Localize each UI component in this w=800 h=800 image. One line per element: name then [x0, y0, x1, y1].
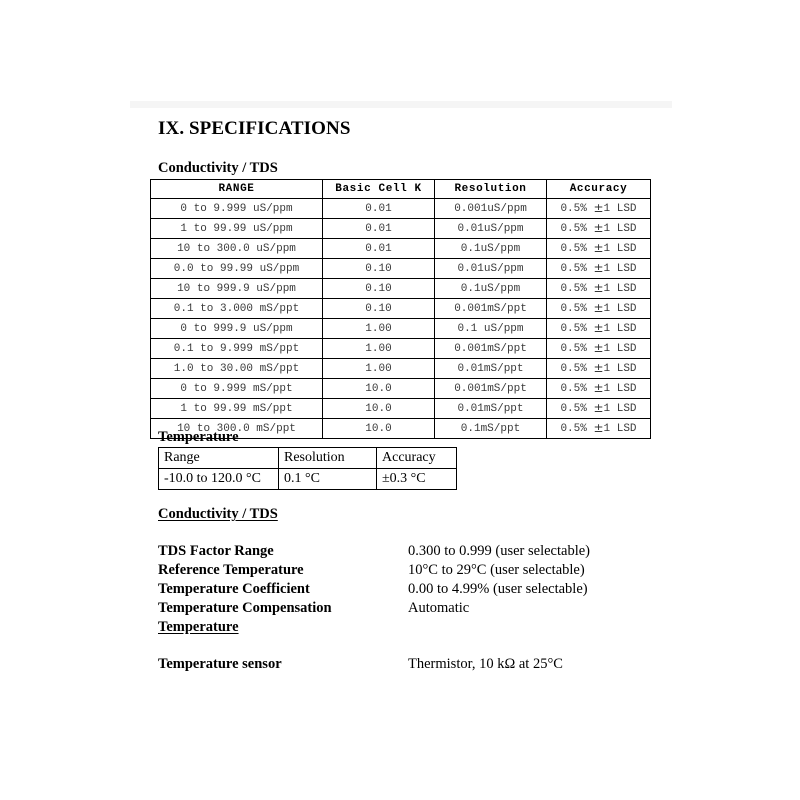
spec-row: [158, 598, 638, 617]
temperature-specs-heading-row: [158, 617, 638, 636]
cell-range: 1.0 to 30.00 mS/ppt: [151, 359, 323, 379]
column-header-accuracy: Accuracy: [547, 180, 651, 199]
plus-minus-icon: ±: [593, 361, 604, 375]
plus-minus-icon: ±: [593, 261, 604, 275]
plus-minus-icon: ±: [593, 401, 604, 415]
accuracy-lsd: 1 LSD: [603, 243, 637, 255]
cell-range: 1 to 99.99 mS/ppt: [151, 399, 323, 419]
table-row: [151, 319, 651, 339]
cell-basic-cell-k: 0.10: [323, 299, 435, 319]
spec-label: TDS Factor Range: [158, 543, 274, 559]
accuracy-percent: 0.5%: [560, 303, 594, 315]
conductivity-tds-specs-heading: Conductivity / TDS: [158, 506, 278, 522]
plus-minus-icon: ±: [593, 321, 604, 335]
cell-accuracy: [547, 259, 651, 279]
header-rule-band: [130, 101, 672, 108]
accuracy-percent: 0.5%: [560, 363, 594, 375]
accuracy-percent: 0.5%: [560, 323, 594, 335]
cell-basic-cell-k: 0.01: [323, 199, 435, 219]
cell-accuracy: [547, 319, 651, 339]
cell-accuracy: [547, 419, 651, 439]
table-row: [151, 339, 651, 359]
temperature-table: [158, 447, 457, 490]
cell-range: 0.1 to 9.999 mS/ppt: [151, 339, 323, 359]
cell-resolution: 0.01mS/ppt: [435, 359, 547, 379]
cell-resolution: 0.1 °C: [279, 469, 377, 490]
cell-resolution: 0.001uS/ppm: [435, 199, 547, 219]
column-header-range: RANGE: [151, 180, 323, 199]
column-header-basic-cell-k: Basic Cell K: [323, 180, 435, 199]
cell-basic-cell-k: 1.00: [323, 359, 435, 379]
plus-minus-icon: ±: [593, 241, 604, 255]
cell-range: 0 to 999.9 uS/ppm: [151, 319, 323, 339]
accuracy-percent: 0.5%: [560, 403, 594, 415]
plus-minus-icon: ±: [593, 421, 604, 435]
cell-resolution: 0.01mS/ppt: [435, 399, 547, 419]
range-table-body: [151, 199, 651, 439]
cell-basic-cell-k: 0.01: [323, 239, 435, 259]
cell-range: 0.1 to 3.000 mS/ppt: [151, 299, 323, 319]
accuracy-lsd: 1 LSD: [603, 263, 637, 275]
cell-accuracy: [547, 239, 651, 259]
column-header-resolution: Resolution: [279, 448, 377, 469]
accuracy-percent: 0.5%: [560, 263, 594, 275]
cell-basic-cell-k: 10.0: [323, 399, 435, 419]
plus-minus-icon: ±: [593, 301, 604, 315]
spec-value: 0.00 to 4.99% (user selectable): [408, 581, 588, 597]
cell-range: 10 to 300.0 mS/ppt: [151, 419, 323, 439]
accuracy-lsd: 1 LSD: [603, 203, 637, 215]
cell-resolution: 0.1uS/ppm: [435, 279, 547, 299]
spec-row: [158, 560, 638, 579]
temperature-table-heading: Temperature: [158, 429, 239, 445]
accuracy-percent: 0.5%: [560, 423, 594, 435]
table-row: [151, 259, 651, 279]
table-header-row: [159, 448, 457, 469]
accuracy-percent: 0.5%: [560, 283, 594, 295]
cell-range: 10 to 999.9 uS/ppm: [151, 279, 323, 299]
table-row: [151, 239, 651, 259]
cell-basic-cell-k: 0.10: [323, 279, 435, 299]
cell-resolution: 0.01uS/ppm: [435, 259, 547, 279]
spec-value: 0.300 to 0.999 (user selectable): [408, 543, 591, 559]
accuracy-lsd: 1 LSD: [603, 323, 637, 335]
cell-range: 1 to 99.99 uS/ppm: [151, 219, 323, 239]
cell-accuracy: [547, 199, 651, 219]
cell-accuracy: [547, 219, 651, 239]
column-header-resolution: Resolution: [435, 180, 547, 199]
cell-resolution: 0.1 uS/ppm: [435, 319, 547, 339]
table-row: [151, 299, 651, 319]
cell-range: 0 to 9.999 uS/ppm: [151, 199, 323, 219]
cell-basic-cell-k: 1.00: [323, 339, 435, 359]
cell-accuracy: [547, 299, 651, 319]
cell-resolution: 0.1uS/ppm: [435, 239, 547, 259]
cell-resolution: 0.1mS/ppt: [435, 419, 547, 439]
temperature-sensor-spec-row: [158, 655, 563, 673]
cell-accuracy: [547, 399, 651, 419]
plus-minus-icon: ±: [593, 381, 604, 395]
table-row: [159, 469, 457, 490]
conductivity-tds-table-heading: Conductivity / TDS: [158, 160, 278, 176]
spec-label: Reference Temperature: [158, 562, 304, 578]
cell-range: 0 to 9.999 mS/ppt: [151, 379, 323, 399]
table-row: [151, 219, 651, 239]
table-row: [151, 399, 651, 419]
cell-range: 10 to 300.0 uS/ppm: [151, 239, 323, 259]
table-row: [151, 199, 651, 219]
spec-row: [158, 541, 638, 560]
accuracy-percent: 0.5%: [560, 343, 594, 355]
cell-accuracy: [547, 339, 651, 359]
plus-minus-icon: ±: [593, 281, 604, 295]
cell-resolution: 0.01uS/ppm: [435, 219, 547, 239]
cell-basic-cell-k: 0.01: [323, 219, 435, 239]
accuracy-lsd: 1 LSD: [603, 403, 637, 415]
accuracy-lsd: 1 LSD: [603, 283, 637, 295]
spec-label: Temperature Coefficient: [158, 581, 310, 597]
table-header-row: [151, 180, 651, 199]
spec-value: Automatic: [408, 600, 470, 616]
spec-label: Temperature Compensation: [158, 600, 332, 616]
cell-range: 0.0 to 99.99 uS/ppm: [151, 259, 323, 279]
plus-minus-icon: ±: [593, 341, 604, 355]
cell-basic-cell-k: 10.0: [323, 379, 435, 399]
spec-value: Thermistor, 10 kΩ at 25°C: [408, 656, 563, 672]
accuracy-percent: 0.5%: [560, 243, 594, 255]
accuracy-lsd: 1 LSD: [603, 343, 637, 355]
accuracy-percent: 0.5%: [560, 383, 594, 395]
cell-resolution: 0.001mS/ppt: [435, 379, 547, 399]
cell-accuracy: [547, 279, 651, 299]
plus-minus-icon: ±: [593, 221, 604, 235]
table-row: [151, 359, 651, 379]
cell-basic-cell-k: 1.00: [323, 319, 435, 339]
cell-accuracy: [547, 379, 651, 399]
spec-value: 10°C to 29°C (user selectable): [408, 562, 585, 578]
conductivity-range-table: [150, 179, 651, 439]
cell-basic-cell-k: 0.10: [323, 259, 435, 279]
temperature-specs-heading: Temperature: [158, 619, 239, 635]
specification-list: [158, 541, 638, 636]
accuracy-percent: 0.5%: [560, 223, 594, 235]
column-header-accuracy: Accuracy: [377, 448, 457, 469]
accuracy-lsd: 1 LSD: [603, 363, 637, 375]
page-title: IX. SPECIFICATIONS: [158, 118, 351, 139]
table-row: [151, 279, 651, 299]
accuracy-lsd: 1 LSD: [603, 303, 637, 315]
accuracy-percent: 0.5%: [560, 203, 594, 215]
cell-basic-cell-k: 10.0: [323, 419, 435, 439]
accuracy-lsd: 1 LSD: [603, 423, 637, 435]
accuracy-lsd: 1 LSD: [603, 223, 637, 235]
plus-minus-icon: ±: [593, 201, 604, 215]
cell-resolution: 0.001mS/ppt: [435, 339, 547, 359]
table-row: [151, 379, 651, 399]
spec-row: [158, 579, 638, 598]
accuracy-lsd: 1 LSD: [603, 383, 637, 395]
cell-resolution: 0.001mS/ppt: [435, 299, 547, 319]
spec-label: Temperature sensor: [158, 656, 282, 672]
column-header-range: Range: [159, 448, 279, 469]
cell-accuracy: ±0.3 °C: [377, 469, 457, 490]
cell-accuracy: [547, 359, 651, 379]
cell-range: -10.0 to 120.0 °C: [159, 469, 279, 490]
